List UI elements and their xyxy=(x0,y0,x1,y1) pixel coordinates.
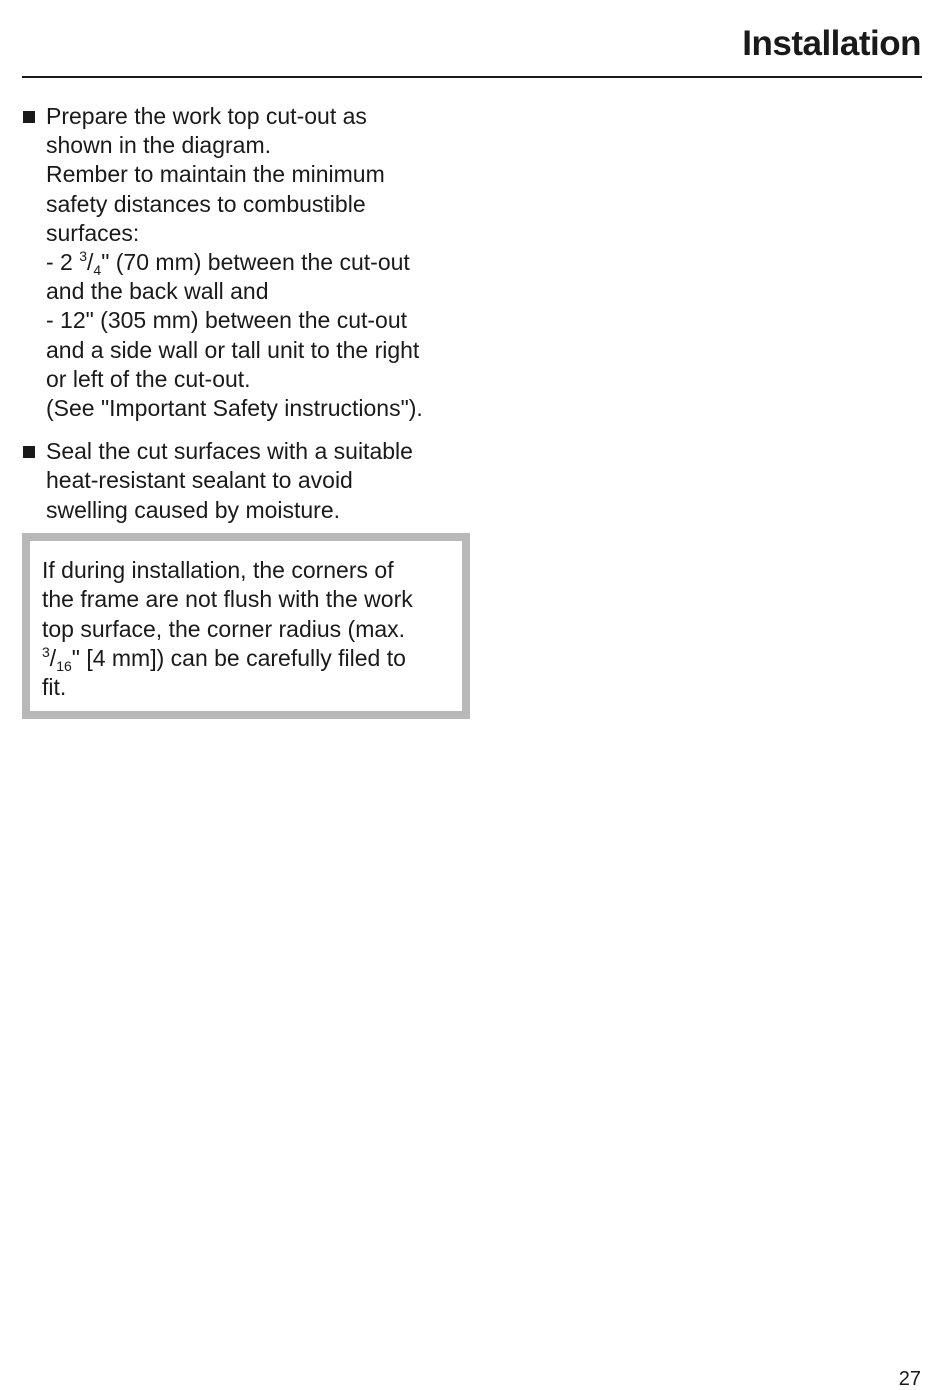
fraction-denominator: 16 xyxy=(56,657,72,674)
fraction-denominator: 4 xyxy=(93,262,102,279)
text-fragment: - 2 xyxy=(46,249,80,276)
text-line: or left of the cut-out. xyxy=(46,365,251,392)
text-line: shown in the diagram. xyxy=(46,132,272,159)
text-line: Seal the cut surfaces with a suitable xyxy=(46,438,413,465)
text-line: Prepare the work top cut-out as xyxy=(46,103,367,129)
text-line: and a side wall or tall unit to the right xyxy=(46,336,420,363)
note-line: top surface, the corner radius (max. xyxy=(42,615,406,642)
page-number: 27 xyxy=(898,1368,921,1390)
instructions-list xyxy=(22,102,462,539)
text-line-back-wall-distance xyxy=(46,248,462,277)
list-item-prepare-cutout xyxy=(22,102,462,423)
square-bullet-icon xyxy=(23,446,35,458)
square-bullet-icon xyxy=(23,111,35,123)
list-item-seal-surfaces xyxy=(22,437,462,525)
note-line: If during installation, the corners of xyxy=(42,557,394,583)
page-title: Installation xyxy=(742,24,921,63)
text-line: heat-resistant sealant to avoid xyxy=(46,467,353,494)
text-line: swelling caused by moisture. xyxy=(46,496,341,523)
text-line: and the back wall and xyxy=(46,278,269,305)
note-line-corner-radius xyxy=(42,644,462,673)
text-line: Rember to maintain the minimum xyxy=(46,161,385,188)
note-box xyxy=(22,533,470,719)
fraction-slash: / xyxy=(49,644,57,671)
fraction-slash: / xyxy=(87,249,94,276)
note-line: the frame are not flush with the work xyxy=(42,586,413,613)
text-fragment: " [4 mm]) can be carefully filed to xyxy=(71,644,406,671)
header-divider xyxy=(22,76,922,78)
text-line: - 12" (305 mm) between the cut-out xyxy=(46,307,408,334)
text-line: surfaces: xyxy=(46,219,140,246)
note-line: fit. xyxy=(42,674,67,701)
fraction-numerator: 3 xyxy=(79,248,88,265)
text-fragment: " (70 mm) between the cut-out xyxy=(101,249,410,276)
fraction-numerator: 3 xyxy=(42,643,50,660)
text-line: (See "Important Safety instructions"). xyxy=(46,395,423,422)
text-line: safety distances to combustible xyxy=(46,190,366,217)
